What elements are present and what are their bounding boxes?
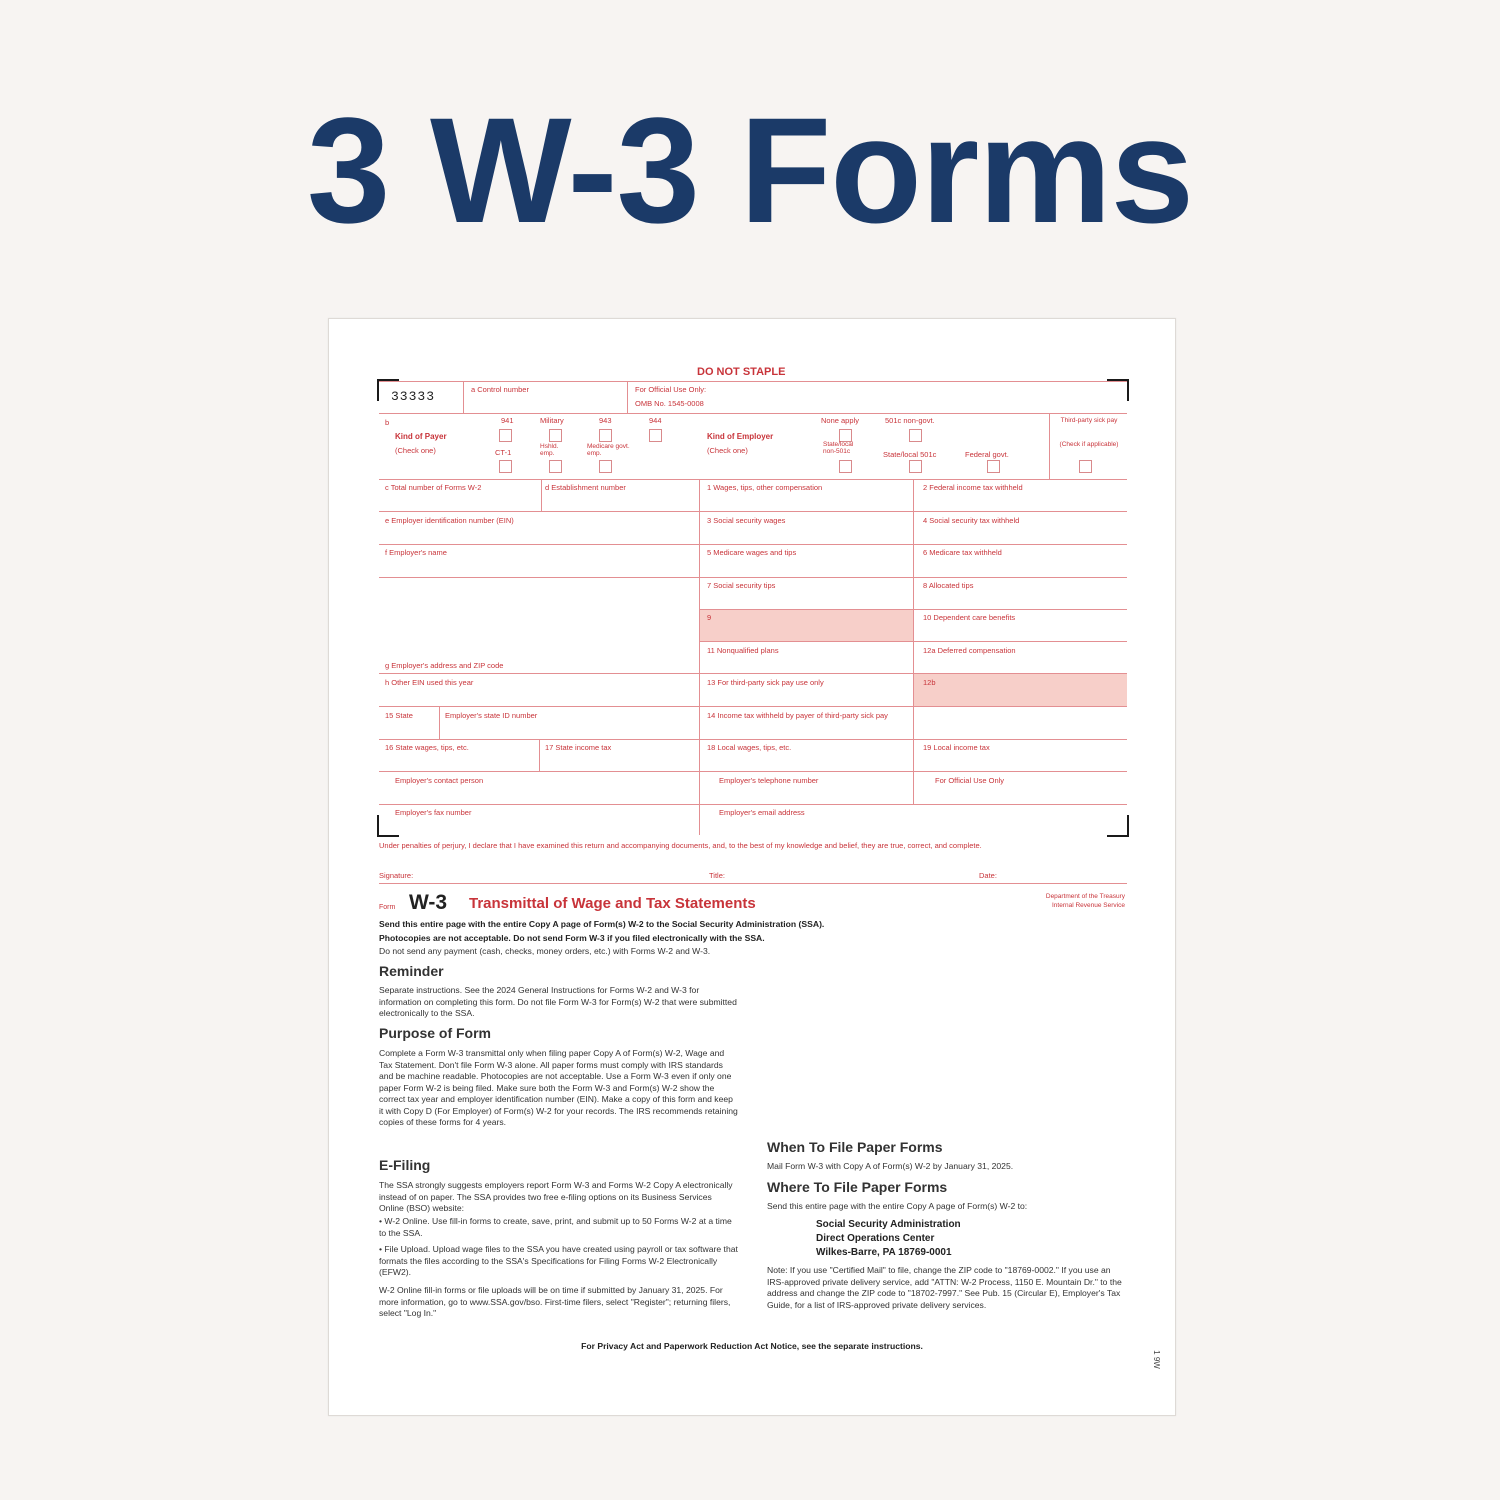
side-code: 1 9W bbox=[1151, 1350, 1161, 1369]
irs-label: Internal Revenue Service bbox=[1052, 902, 1125, 909]
official-use-label-2: For Official Use Only bbox=[935, 776, 1005, 785]
payer-option-label: CT-1 bbox=[495, 448, 512, 457]
check-one-label-2: (Check one) bbox=[707, 446, 748, 455]
omb-number: OMB No. 1545-0008 bbox=[635, 399, 704, 408]
box-15-state-id-label: Employer's state ID number bbox=[445, 711, 538, 720]
box-f-label: f Employer's name bbox=[385, 548, 447, 557]
box-11-label: 11 Nonqualified plans bbox=[707, 646, 779, 655]
box-8-label: 8 Allocated tips bbox=[923, 581, 974, 590]
payer-option-label: 943 bbox=[599, 416, 612, 425]
payer-medicare-checkbox[interactable] bbox=[599, 460, 612, 473]
box-h-label: h Other EIN used this year bbox=[385, 678, 474, 687]
efiling-bullet-w2-online: • W-2 Online. Use fill-in forms to create, save, print, and submit up to 50 Forms W-2 at a time to the SSA. bbox=[379, 1216, 732, 1238]
box-17-label: 17 State income tax bbox=[545, 743, 612, 752]
purpose-heading: Purpose of Form bbox=[379, 1025, 492, 1041]
box-5-label: 5 Medicare wages and tips bbox=[707, 548, 797, 557]
address-line-1: Social Security Administration bbox=[816, 1219, 961, 1230]
box-10-label: 10 Dependent care benefits bbox=[923, 613, 1016, 622]
when-to-file-heading: When To File Paper Forms bbox=[767, 1139, 943, 1155]
box-12b-shaded bbox=[914, 674, 1127, 706]
where-to-file-heading: Where To File Paper Forms bbox=[767, 1179, 948, 1195]
do-not-staple: DO NOT STAPLE bbox=[697, 366, 786, 378]
employer-option-label: Federal govt. bbox=[965, 450, 1009, 459]
reminder-heading: Reminder bbox=[379, 963, 444, 979]
check-one-label: (Check one) bbox=[395, 446, 436, 455]
page-headline: 3 W-3 Forms bbox=[306, 86, 1194, 254]
box-2-label: 2 Federal income tax withheld bbox=[923, 483, 1023, 492]
third-party-label: Third-party sick pay bbox=[1060, 417, 1118, 424]
payer-944-checkbox[interactable] bbox=[649, 429, 662, 442]
box-16-label: 16 State wages, tips, etc. bbox=[385, 743, 469, 752]
box-6-label: 6 Medicare tax withheld bbox=[923, 548, 1002, 557]
box-12b-label: 12b bbox=[923, 678, 936, 687]
box-14-label: 14 Income tax withheld by payer of third-party sick pay bbox=[707, 711, 888, 720]
telephone-label: Employer's telephone number bbox=[719, 776, 819, 785]
box-15-label: 15 State bbox=[385, 711, 413, 720]
form-title: Transmittal of Wage and Tax Statements bbox=[469, 895, 756, 912]
email-label: Employer's email address bbox=[719, 808, 805, 817]
send-instructions-3: Do not send any payment (cash, checks, money orders, etc.) with Forms W-2 and W-3. bbox=[379, 946, 711, 956]
perjury-statement: Under penalties of perjury, I declare that I have examined this return and accompanying documents, and, to the best of my knowledge and belief, they are true, correct, and complete. bbox=[379, 841, 982, 850]
payer-941-checkbox[interactable] bbox=[499, 429, 512, 442]
address-line-3: Wilkes-Barre, PA 18769-0001 bbox=[816, 1247, 952, 1258]
fax-number-label: Employer's fax number bbox=[395, 808, 472, 817]
employer-option-label: None apply bbox=[821, 416, 859, 425]
box-9-label: 9 bbox=[707, 613, 712, 622]
control-number-label: a Control number bbox=[471, 385, 529, 394]
employer-option-label: State/local non-501c bbox=[823, 441, 854, 455]
employer-state-non501c-checkbox[interactable] bbox=[839, 460, 852, 473]
certified-mail-note: Note: If you use "Certified Mail" to file, change the ZIP code to "18769-0002." If you use an IRS-approved private delivery service, add "ATTN: W-2 Process, 1150 E. Mountain Dr." to the address and change the ZIP code to "18702-7997." See Pub. 15 (Circular E), Employer's Tax Guide, for a list of IRS-approved private delivery services. bbox=[767, 1265, 1122, 1310]
employer-option-label: 501c non-govt. bbox=[885, 416, 935, 425]
address-line-2: Direct Operations Center bbox=[816, 1233, 935, 1244]
box-b-letter: b bbox=[385, 418, 390, 427]
send-instructions-2: Photocopies are not acceptable. Do not send Form W-3 if you filed electronically with the SSA. bbox=[379, 933, 765, 943]
corner-mark bbox=[1107, 815, 1129, 837]
check-if-applicable-label: (Check if applicable) bbox=[1059, 441, 1119, 448]
box-12a-label: 12a Deferred compensation bbox=[923, 646, 1016, 655]
when-to-file-text: Mail Form W-3 with Copy A of Form(s) W-2 by January 31, 2025. bbox=[767, 1161, 1014, 1171]
where-to-file-text: Send this entire page with the entire Copy A page of Form(s) W-2 to: bbox=[767, 1201, 1028, 1211]
payer-ct1-checkbox[interactable] bbox=[499, 460, 512, 473]
box-e-label: e Employer identification number (EIN) bbox=[385, 516, 514, 525]
department-label: Department of the Treasury bbox=[1045, 893, 1125, 900]
efiling-heading: E-Filing bbox=[379, 1157, 431, 1173]
payer-option-label: 941 bbox=[501, 416, 514, 425]
box-d-label: d Establishment number bbox=[545, 483, 626, 492]
payer-option-label: Military bbox=[540, 416, 564, 425]
box-19-label: 19 Local income tax bbox=[923, 743, 990, 752]
w3-form-grid bbox=[379, 381, 1127, 835]
payer-hshld-checkbox[interactable] bbox=[549, 460, 562, 473]
send-instructions-1: Send this entire page with the entire Copy A page of Form(s) W-2 to the Social Security Administration (SSA). bbox=[379, 919, 825, 929]
payer-option-label: Medicare govt. emp. bbox=[587, 443, 630, 457]
purpose-text: Complete a Form W-3 transmittal only when filing paper Copy A of Form(s) W-2, Wage and Tax Statement. Don't file Form W-3 alone. All paper forms must comply with IRS standards and be machine readable. Photocopies are not acceptable. Use a Form W-3 even if only one paper Form W-2 is being filed. Make sure both the Form W-3 and Form(s) W-2 show the correct tax year and employer identification number (EIN). Make a copy of this form and keep it with Copy D (For Employer) of Form(s) W-2 for your records. The IRS recommends retaining copies of these forms for 4 years. bbox=[379, 1048, 738, 1127]
box-9-shaded bbox=[700, 610, 913, 641]
box-g-label: g Employer's address and ZIP code bbox=[385, 661, 504, 670]
efiling-tail: W-2 Online fill-in forms or file uploads will be on time if submitted by January 31, 2025. For more information, go to www.SSA.gov/bso. First-time filers, select "Register"; returning filers, select "Log In." bbox=[379, 1285, 731, 1318]
employer-501c-checkbox[interactable] bbox=[909, 429, 922, 442]
privacy-notice: For Privacy Act and Paperwork Reduction Act Notice, see the separate instructions. bbox=[581, 1341, 923, 1351]
contact-person-label: Employer's contact person bbox=[395, 776, 484, 785]
box-1-label: 1 Wages, tips, other compensation bbox=[707, 483, 823, 492]
w3-form-sheet bbox=[328, 318, 1176, 1416]
title-label: Title: bbox=[709, 871, 725, 880]
payer-943-checkbox[interactable] bbox=[599, 429, 612, 442]
box-7-label: 7 Social security tips bbox=[707, 581, 776, 590]
efiling-text: The SSA strongly suggests employers report Form W-3 and Forms W-2 Copy A electronically instead of on paper. The SSA provides two free e-filing options on its Business Services Online (BSO) website: bbox=[379, 1180, 733, 1213]
official-use-label: For Official Use Only: bbox=[635, 385, 707, 394]
box-13-label: 13 For third-party sick pay use only bbox=[707, 678, 824, 687]
reminder-text: Separate instructions. See the 2024 General Instructions for Forms W-2 and W-3 for information on completing this form. Do not file Form W-3 for Form(s) W-2 that were submitted electronically to the SSA. bbox=[379, 985, 737, 1018]
box-4-label: 4 Social security tax withheld bbox=[923, 516, 1020, 525]
employer-option-label: State/local 501c bbox=[883, 450, 937, 459]
form-code: 33333 bbox=[391, 389, 436, 404]
kind-of-employer-label: Kind of Employer bbox=[707, 432, 774, 441]
payer-military-checkbox[interactable] bbox=[549, 429, 562, 442]
corner-mark bbox=[1107, 379, 1129, 401]
employer-federal-checkbox[interactable] bbox=[987, 460, 1000, 473]
form-word: Form bbox=[379, 904, 396, 911]
box-3-label: 3 Social security wages bbox=[707, 516, 786, 525]
box-c-label: c Total number of Forms W-2 bbox=[385, 483, 482, 492]
payer-option-label: Hshld. emp. bbox=[540, 443, 559, 457]
corner-mark bbox=[377, 815, 399, 837]
kind-of-payer-label: Kind of Payer bbox=[395, 432, 447, 441]
box-18-label: 18 Local wages, tips, etc. bbox=[707, 743, 792, 752]
date-label: Date: bbox=[979, 871, 997, 880]
third-party-checkbox[interactable] bbox=[1079, 460, 1092, 473]
signature-label: Signature: bbox=[379, 871, 414, 880]
efiling-bullet-file-upload: • File Upload. Upload wage files to the SSA you have created using payroll or tax software that formats the files according to the SSA's Specifications for Filing Forms W-2 Electronically (EFW2). bbox=[379, 1244, 738, 1277]
payer-option-label: 944 bbox=[649, 416, 662, 425]
form-id: W-3 bbox=[409, 891, 448, 914]
employer-state-501c-checkbox[interactable] bbox=[909, 460, 922, 473]
signature-line bbox=[379, 883, 1127, 884]
